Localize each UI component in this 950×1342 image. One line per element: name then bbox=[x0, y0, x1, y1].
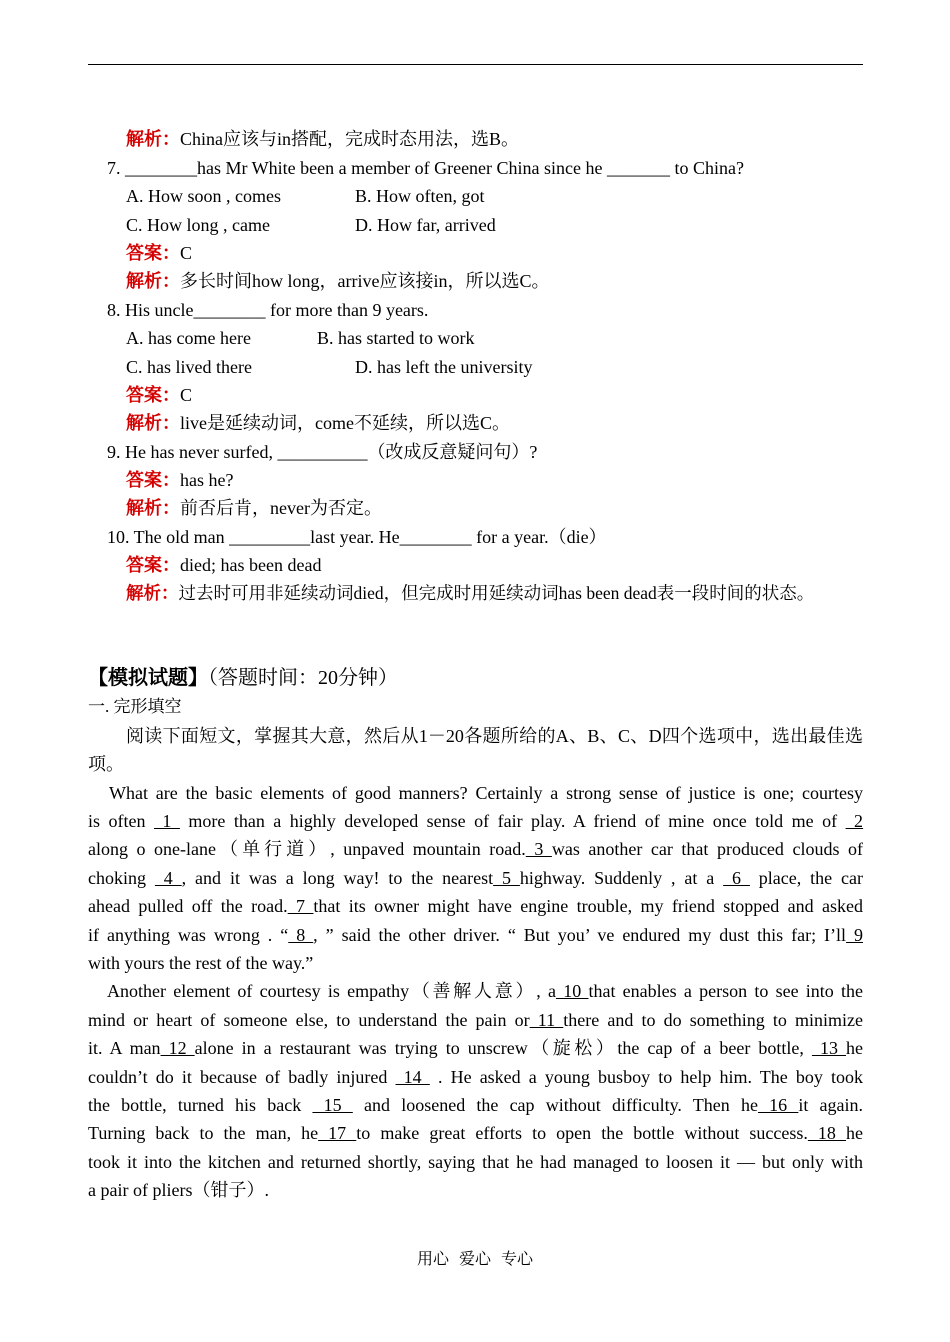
passage-line bbox=[88, 1066, 863, 1088]
answer-label: 答案： bbox=[126, 555, 180, 575]
analysis-label: 解析： bbox=[126, 498, 180, 518]
blank-15: 15 bbox=[312, 1095, 353, 1115]
answer-label: 答案： bbox=[126, 243, 180, 263]
blank-6: 6 bbox=[723, 868, 750, 888]
page-footer: 用心 爱心 专心 bbox=[416, 1251, 533, 1268]
passage-text: there and to do something to minimize bbox=[563, 1010, 863, 1030]
analysis-text: 多长时间how long，arrive应该接in，所以选C。 bbox=[180, 271, 550, 291]
q7-option-b: B. How often, got bbox=[355, 186, 485, 206]
analysis-text: 前否后肯，never为否定。 bbox=[180, 498, 382, 518]
passage-line bbox=[88, 1122, 863, 1144]
answer-label: 答案： bbox=[126, 385, 180, 405]
blank-7: 7 bbox=[287, 896, 314, 916]
blank-16: 16 bbox=[757, 1095, 799, 1115]
passage-line: with yours the rest of the way.” bbox=[88, 953, 314, 973]
q8-option-a: A. has come here bbox=[126, 328, 251, 348]
passage-line bbox=[88, 838, 863, 860]
passage-text: he bbox=[846, 1123, 863, 1143]
analysis-text: China应该与in搭配，完成时态用法，选B。 bbox=[180, 129, 520, 149]
analysis-text: live是延续动词，come不延续，所以选C。 bbox=[180, 413, 510, 433]
passage-line: What are the basic elements of good manners? Certainly a strong sense of justice is one; courtesy bbox=[109, 783, 863, 803]
passage-line bbox=[88, 924, 863, 946]
mock-test-time: （答题时间：20分钟） bbox=[208, 667, 398, 689]
analysis-label: 解析： bbox=[126, 271, 180, 291]
q8-option-b: B. has started to work bbox=[317, 328, 475, 348]
answer-text: C bbox=[180, 385, 193, 405]
passage-text: , and it was a long way! to the nearest bbox=[181, 868, 494, 888]
instruction-line-1: 阅读下面短文，掌握其大意，然后从1－20各题所给的A、B、C、D四个选项中，选出最佳选 bbox=[126, 726, 863, 746]
passage-line: took it into the kitchen and returned shortly, saying that he had managed to loosen it — but only with bbox=[88, 1152, 863, 1172]
blank-12: 12 bbox=[160, 1038, 195, 1058]
passage-text: he bbox=[846, 1038, 863, 1058]
passage-line: a pair of pliers（钳子）. bbox=[88, 1180, 269, 1200]
passage-text: couldn’t do it because of badly injured bbox=[88, 1067, 388, 1087]
passage-text: place, the car bbox=[758, 868, 864, 888]
answer-text: C bbox=[180, 243, 193, 263]
blank-14: 14 bbox=[395, 1067, 430, 1087]
passage-text: and loosened the cap without difficulty. Then he bbox=[364, 1095, 758, 1115]
blank-11: 11 bbox=[529, 1010, 564, 1030]
q6-analysis bbox=[126, 128, 519, 150]
q8-option-d: D. has left the university bbox=[355, 357, 533, 377]
passage-text: is often bbox=[88, 811, 146, 831]
passage-text: it. A man bbox=[88, 1038, 161, 1058]
passage-text: that enables a person to see into the bbox=[588, 981, 864, 1001]
q7-analysis bbox=[126, 270, 549, 292]
q10-analysis bbox=[126, 582, 814, 604]
passage-line bbox=[88, 1037, 863, 1059]
blank-1: 1 bbox=[153, 811, 180, 831]
q10-stem: 10. The old man _________last year. He________ for a year.（die） bbox=[107, 527, 607, 547]
instruction-line-2: 项。 bbox=[88, 754, 124, 774]
passage-text: more than a highly developed sense of fair play. A friend of mine once told me of bbox=[188, 811, 838, 831]
analysis-label: 解析： bbox=[126, 413, 180, 433]
answer-label: 答案： bbox=[126, 470, 180, 490]
passage-text: ahead pulled off the road. bbox=[88, 896, 288, 916]
answer-text: has he? bbox=[180, 470, 234, 490]
passage-line bbox=[88, 1094, 863, 1116]
passage-text: if anything was wrong . “ bbox=[88, 925, 289, 945]
passage-text: mind or heart of someone else, to understand the pain or bbox=[88, 1010, 530, 1030]
blank-5: 5 bbox=[493, 868, 520, 888]
mock-test-title: 【模拟试题】 bbox=[88, 667, 208, 689]
blank-18: 18 bbox=[807, 1123, 846, 1143]
passage-text: along o one-lane（单行道）, unpaved mountain road. bbox=[88, 839, 526, 859]
passage-line bbox=[88, 1009, 863, 1031]
q7-option-d: D. How far, arrived bbox=[355, 215, 496, 235]
q9-answer bbox=[126, 469, 233, 491]
passage-line bbox=[88, 867, 863, 889]
q7-option-a: A. How soon , comes bbox=[126, 186, 281, 206]
q7-stem: 7. ________has Mr White been a member of Greener China since he _______ to China? bbox=[107, 158, 744, 178]
passage-text: , ” said the other driver. “ But you’ ve endured my dust this far; I’ll bbox=[313, 925, 847, 945]
blank-10: 10 bbox=[555, 981, 589, 1001]
passage-text: it again. bbox=[798, 1095, 864, 1115]
passage-text: . He asked a young busboy to help him. The boy took bbox=[437, 1067, 864, 1087]
passage-text: highway. Suddenly , at a bbox=[519, 868, 715, 888]
analysis-label: 解析： bbox=[126, 583, 179, 603]
passage-text: to make great efforts to open the bottle without success. bbox=[356, 1123, 808, 1143]
mock-test-heading bbox=[88, 666, 398, 690]
analysis-text: 过去时可用非延续动词died，但完成时用延续动词has been dead表一段时间的状态。 bbox=[178, 583, 815, 603]
q8-stem: 8. His uncle________ for more than 9 years. bbox=[107, 300, 429, 320]
passage-line bbox=[107, 980, 863, 1002]
passage-line bbox=[88, 810, 863, 832]
passage-text: Another element of courtesy is empathy（善解人意）, a bbox=[107, 981, 556, 1001]
passage-text: choking bbox=[88, 868, 146, 888]
analysis-label: 解析： bbox=[126, 129, 180, 149]
blank-9: 9 bbox=[846, 925, 864, 945]
q8-analysis bbox=[126, 412, 510, 434]
q9-stem: 9. He has never surfed, __________（改成反意疑问句）? bbox=[107, 442, 538, 462]
section-title: 一. 完形填空 bbox=[88, 697, 182, 716]
blank-13: 13 bbox=[811, 1038, 846, 1058]
passage-text: Turning back to the man, he bbox=[88, 1123, 319, 1143]
passage-text: the bottle, turned his back bbox=[88, 1095, 302, 1115]
blank-8: 8 bbox=[288, 925, 314, 945]
q10-answer bbox=[126, 554, 321, 576]
blank-17: 17 bbox=[318, 1123, 357, 1143]
blank-4: 4 bbox=[154, 868, 182, 888]
passage-text: that its owner might have engine trouble, my friend stopped and asked bbox=[313, 896, 864, 916]
q7-option-c: C. How long , came bbox=[126, 215, 270, 235]
q8-answer bbox=[126, 384, 192, 406]
passage-text: was another car that produced clouds of bbox=[551, 839, 863, 859]
q8-option-c: C. has lived there bbox=[126, 357, 252, 377]
q7-answer bbox=[126, 242, 192, 264]
blank-2: 2 bbox=[845, 811, 864, 831]
header-rule bbox=[88, 64, 863, 65]
passage-text: alone in a restaurant was trying to unscrew（旋松）the cap of a beer bottle, bbox=[194, 1038, 804, 1058]
answer-text: died; has been dead bbox=[180, 555, 322, 575]
passage-line bbox=[88, 895, 863, 917]
q9-analysis bbox=[126, 497, 382, 519]
blank-3: 3 bbox=[525, 839, 552, 859]
